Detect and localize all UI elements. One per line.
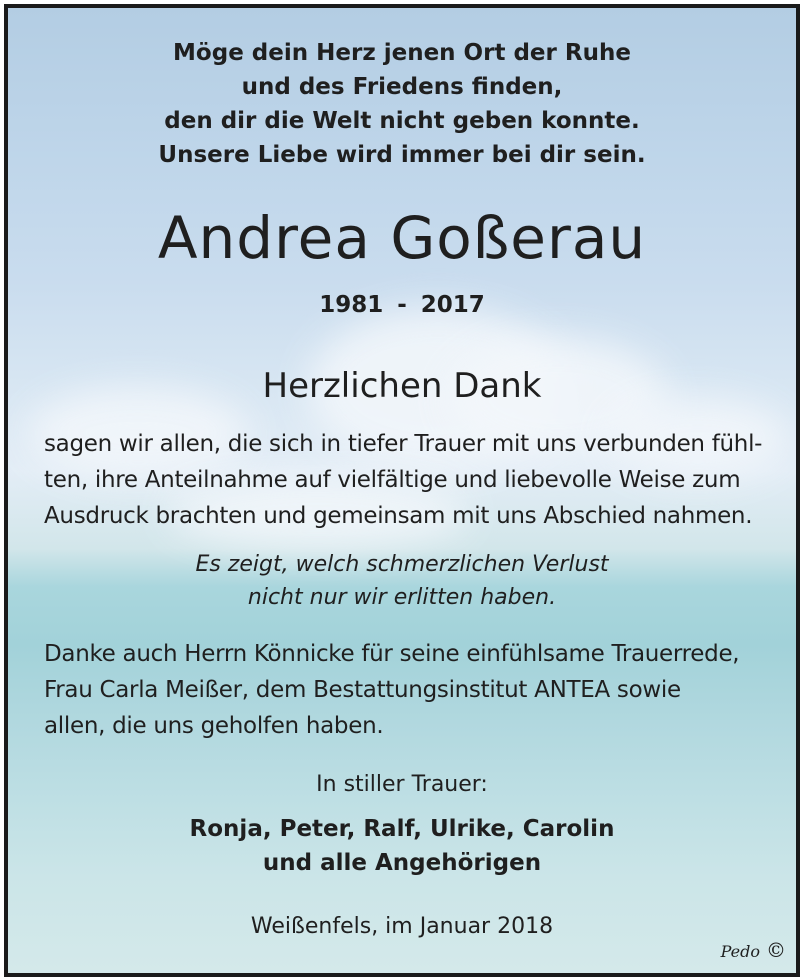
verse-line: Unsere Liebe wird immer bei dir sein. (158, 142, 646, 168)
family-names (8, 812, 796, 880)
verse-line: Möge dein Herz jenen Ort der Ruhe (173, 40, 631, 66)
family-line: und alle Angehörigen (262, 850, 542, 876)
place-and-date: Weißenfels, im Januar 2018 (250, 914, 554, 939)
quote-line: nicht nur wir erlitten haben. (247, 585, 557, 610)
verse-line: und des Friedens finden, (241, 74, 563, 100)
deceased-name: Andrea Goßerau (157, 204, 647, 272)
italic-quote (8, 548, 796, 614)
acknowledgement-paragraph (44, 636, 760, 744)
designer-signature: Pedo (720, 942, 760, 961)
life-dates (8, 292, 796, 318)
paragraph-line: Ausdruck brachten und gemeinsam mit uns Abschied nahmen. (44, 503, 753, 529)
date-separator: - (397, 292, 407, 318)
paragraph-line: Danke auch Herrn Könnicke für seine einfühlsame Trauerrede, (44, 641, 740, 667)
paragraph-line: sagen wir allen, die sich in tiefer Trauer mit uns verbunden fühl- (44, 431, 763, 457)
designer-credit (721, 938, 786, 962)
paragraph-line: allen, die uns geholfen haben. (44, 713, 384, 739)
copyright-icon: © (766, 938, 786, 962)
obituary-notice (4, 4, 800, 977)
death-year: 2017 (420, 292, 485, 318)
verse-line: den dir die Welt nicht geben konnte. (164, 108, 640, 134)
family-line: Ronja, Peter, Ralf, Ulrike, Carolin (189, 816, 615, 842)
thanks-paragraph (44, 426, 763, 534)
mourning-signoff: In stiller Trauer: (316, 772, 488, 797)
thanks-heading: Herzlichen Dank (262, 366, 542, 406)
paragraph-line: Frau Carla Meißer, dem Bestattungsinstitut ANTEA sowie (44, 677, 681, 703)
paragraph-line: ten, ihre Anteilnahme auf vielfältige und liebevolle Weise zum (44, 467, 741, 493)
birth-year: 1981 (319, 292, 384, 318)
notice-content (8, 8, 796, 973)
quote-line: Es zeigt, welch schmerzlichen Verlust (195, 552, 609, 577)
memorial-verse (8, 36, 796, 172)
